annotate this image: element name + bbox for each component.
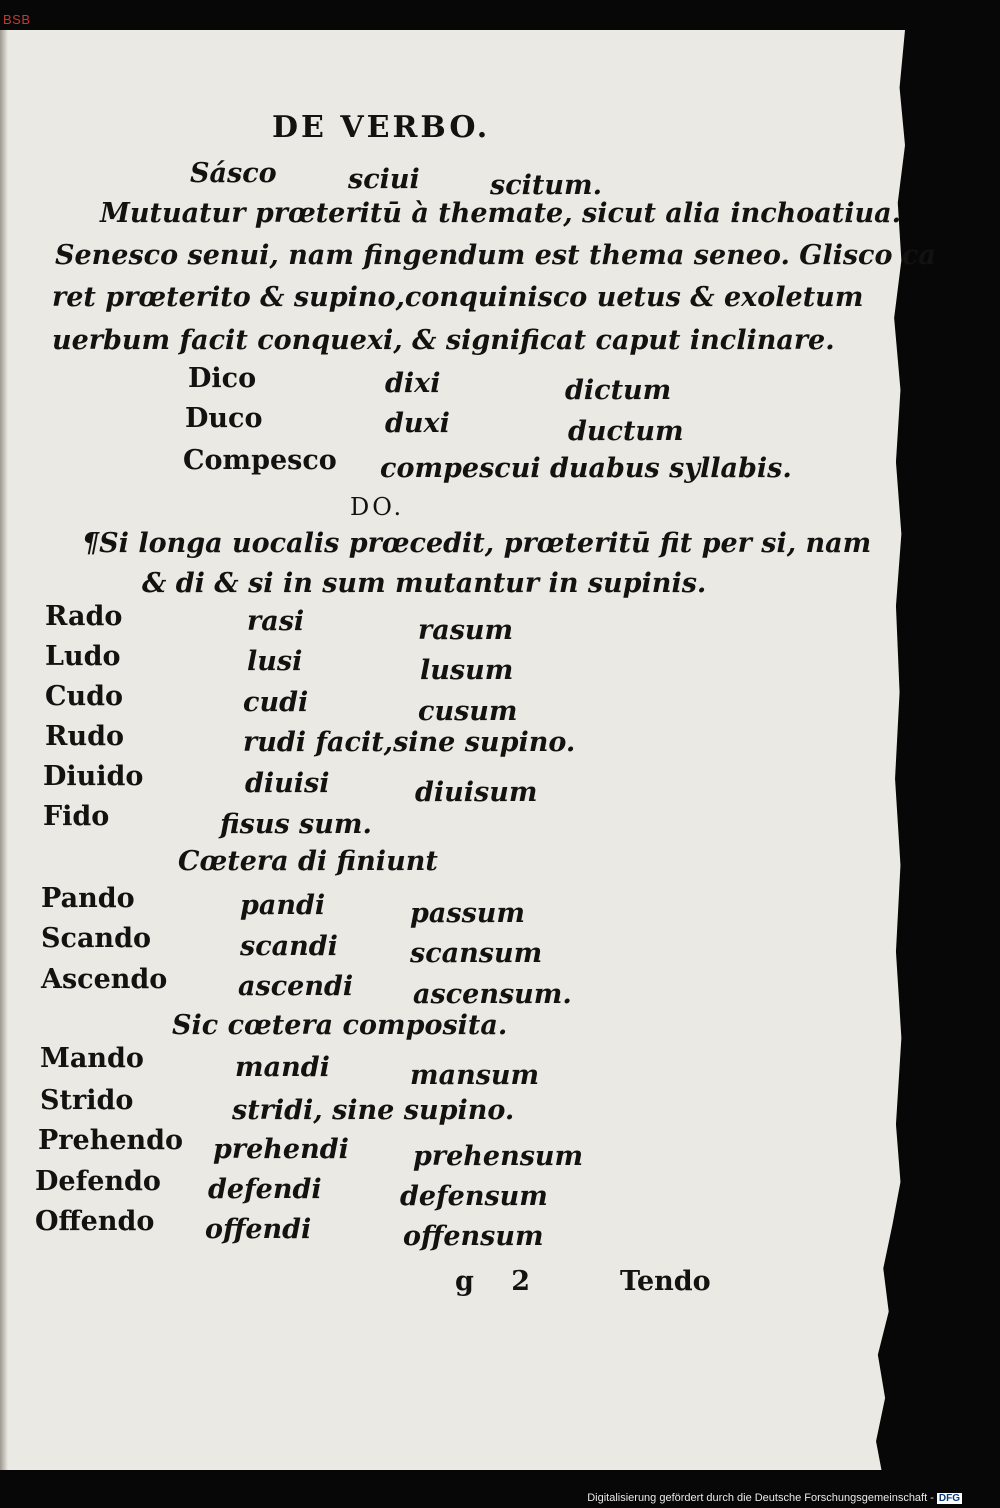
paragraph-line: ret prœterito & supino,conquinisco uetus & exoletum bbox=[52, 282, 864, 313]
paragraph-line: Mutuatur prœteritū à themate, sicut alia inchoatiua. bbox=[100, 198, 902, 229]
verb-supine: ductum bbox=[568, 416, 684, 447]
verb-perfect: prehendi bbox=[213, 1134, 349, 1165]
bsb-watermark: BSB bbox=[3, 12, 31, 27]
verb-supine: rasum bbox=[418, 615, 514, 646]
verb-perfect: defendi bbox=[208, 1174, 322, 1205]
verb-present: Compesco bbox=[183, 445, 337, 476]
verb-present: Ascendo bbox=[41, 964, 168, 995]
verb-perfect: cudi bbox=[243, 687, 309, 718]
verb-present: Duco bbox=[185, 403, 263, 434]
verb-perfect: lusi bbox=[247, 646, 303, 677]
verb-present: Diuido bbox=[43, 761, 144, 792]
note: Sic cœtera composita. bbox=[172, 1010, 508, 1041]
verb-supine: diuisum bbox=[415, 777, 538, 808]
page-heading: DE VERBO. bbox=[272, 110, 491, 145]
verb-perfect: duxi bbox=[385, 408, 450, 439]
verb-perfect: fisus sum. bbox=[220, 809, 372, 840]
paragraph-line: uerbum facit conquexi, & significat caput inclinare. bbox=[52, 325, 835, 356]
verb-present: Strido bbox=[40, 1085, 134, 1116]
paragraph-line: Senesco senui, nam fingendum est thema seneo. Glisco ca bbox=[55, 240, 936, 271]
rule-line: & di & si in sum mutantur in supinis. bbox=[142, 568, 707, 599]
verb-present: Dico bbox=[188, 363, 257, 394]
verb-supine: ascensum. bbox=[413, 979, 572, 1010]
verb-perfect: offendi bbox=[205, 1214, 312, 1245]
dfg-logo: DFG bbox=[938, 1493, 960, 1504]
verb-perfect-note: compescui duabus syllabis. bbox=[380, 453, 792, 484]
verb-present: Prehendo bbox=[38, 1125, 184, 1156]
verb-present: Defendo bbox=[35, 1166, 161, 1197]
verb-supine: cusum bbox=[418, 696, 518, 727]
intro-word: scitum. bbox=[490, 170, 602, 201]
verb-present: Pando bbox=[41, 883, 135, 914]
signature-mark: g 2 bbox=[455, 1266, 545, 1297]
verb-supine: passum bbox=[410, 898, 525, 929]
note: Cœtera di finiunt bbox=[178, 846, 438, 877]
verb-perfect: pandi bbox=[240, 890, 326, 921]
funding-credit bbox=[587, 1492, 962, 1504]
funding-credit-text: Digitalisierung gefördert durch die Deutsche Forschungsgemeinschaft - bbox=[587, 1492, 934, 1504]
verb-present: Offendo bbox=[35, 1206, 155, 1237]
verb-present: Ludo bbox=[45, 641, 121, 672]
verb-supine: defensum bbox=[400, 1181, 548, 1212]
rule-line: ¶Si longa uocalis prœcedit, prœteritū fit per si, nam bbox=[82, 528, 872, 559]
verb-perfect: dixi bbox=[385, 368, 441, 399]
verb-present: Rudo bbox=[45, 721, 124, 752]
verb-supine: scansum bbox=[410, 938, 543, 969]
verb-perfect: ascendi bbox=[238, 971, 354, 1002]
verb-perfect-note: stridi, sine supino. bbox=[232, 1095, 515, 1126]
verb-supine: dictum bbox=[565, 375, 672, 406]
intro-word: sciui bbox=[348, 164, 420, 195]
verb-perfect: scandi bbox=[240, 931, 338, 962]
verb-supine: offensum bbox=[403, 1221, 544, 1252]
verb-supine: mansum bbox=[410, 1060, 540, 1091]
verb-perfect: diuisi bbox=[245, 768, 330, 799]
catchword: Tendo bbox=[620, 1266, 711, 1297]
verb-perfect-note: rudi facit,sine supino. bbox=[243, 727, 576, 758]
verb-supine: prehensum bbox=[413, 1141, 584, 1172]
verb-perfect: rasi bbox=[247, 606, 305, 637]
verb-present: Scando bbox=[41, 923, 151, 954]
verb-present: Cudo bbox=[45, 681, 124, 712]
page-spine-shadow bbox=[0, 30, 8, 1470]
verb-supine: lusum bbox=[420, 655, 514, 686]
verb-perfect: mandi bbox=[235, 1052, 330, 1083]
verb-present: Mando bbox=[40, 1043, 144, 1074]
verb-present: Rado bbox=[45, 601, 123, 632]
intro-word: Sásco bbox=[190, 158, 277, 189]
verb-present: Fido bbox=[43, 801, 110, 832]
subheading: DO. bbox=[350, 493, 405, 521]
